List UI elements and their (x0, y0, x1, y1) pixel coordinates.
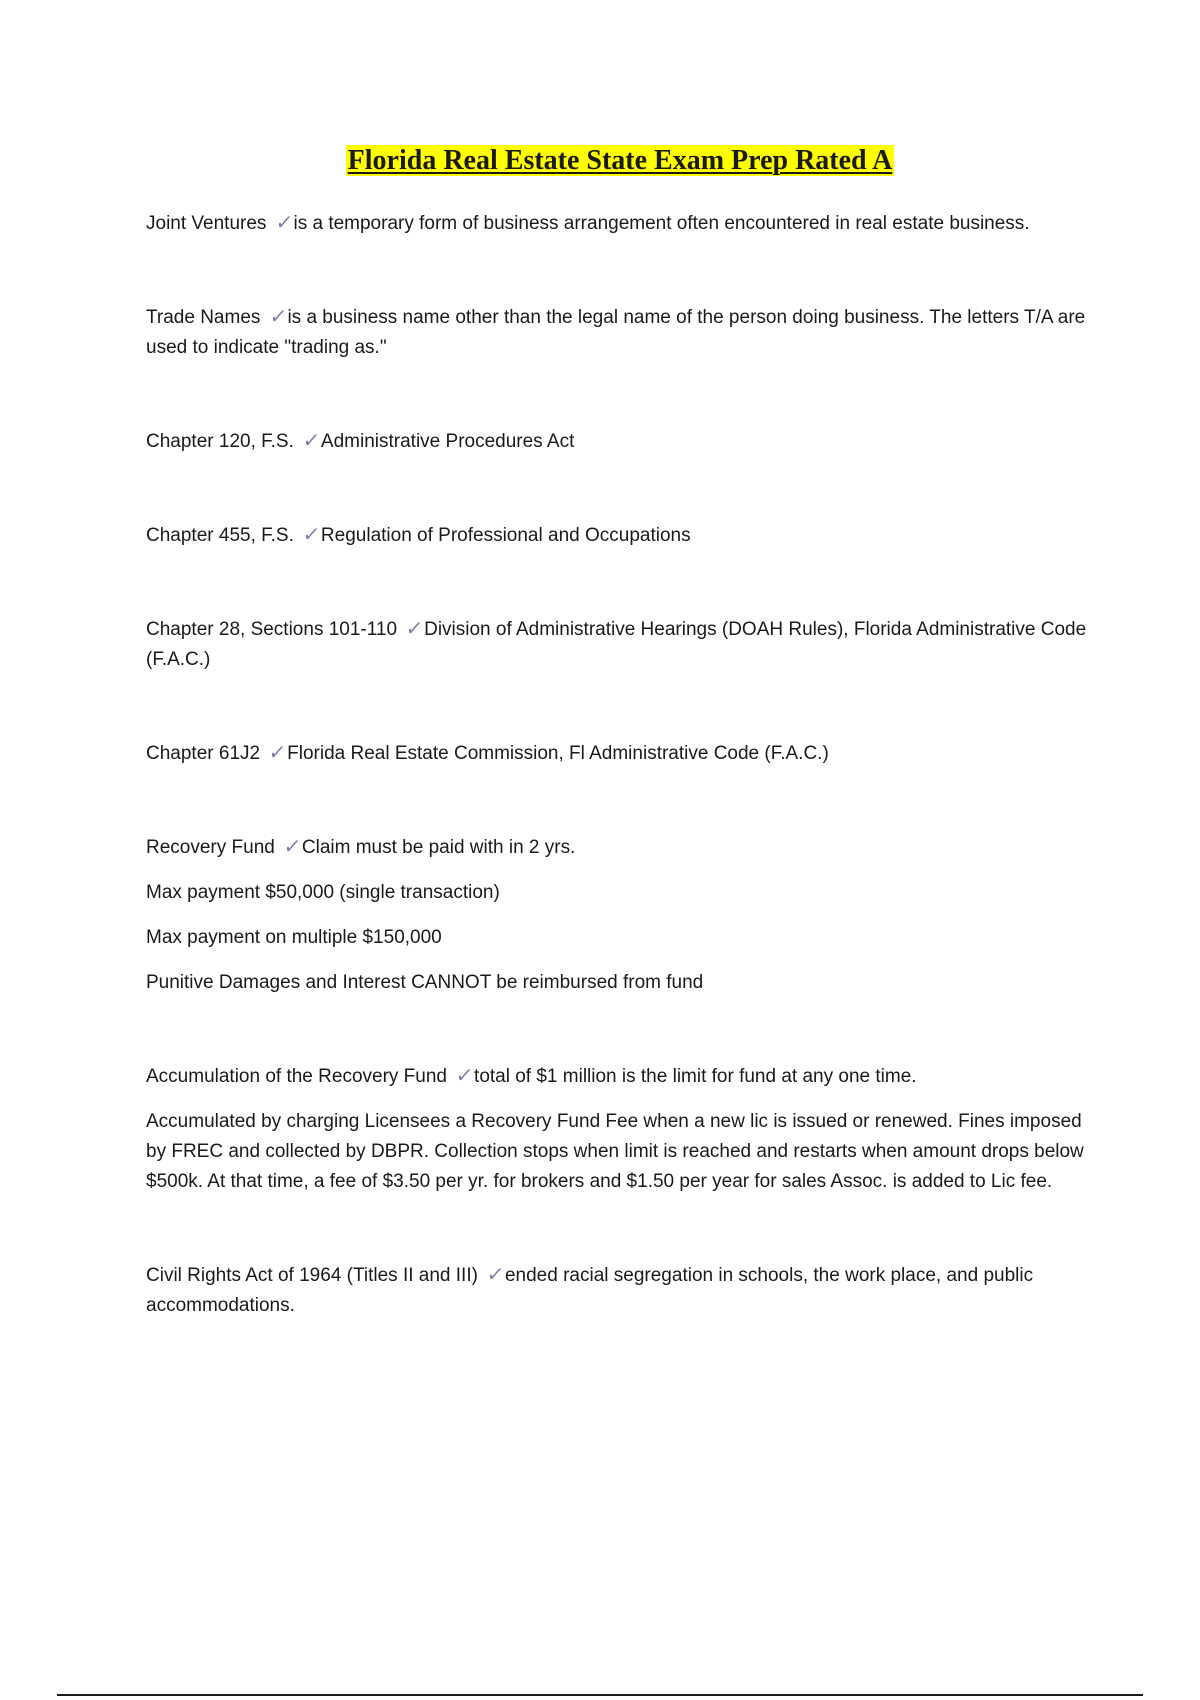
entry-extra-line: Max payment $50,000 (single transaction) (146, 882, 500, 903)
entry-line (146, 520, 1096, 551)
entry-definition: Administrative Procedures Act (320, 431, 575, 452)
footer-divider (57, 1694, 1143, 1696)
check-icon: ✓ (485, 1264, 506, 1286)
entry-line (146, 1061, 1096, 1092)
check-icon: ✓ (454, 1065, 475, 1087)
entry-chapter-28 (146, 614, 1096, 675)
entry-term: Joint Ventures (146, 213, 267, 234)
entry-term: Accumulation of the Recovery Fund (146, 1066, 447, 1087)
entry-term: Chapter 120, F.S. (146, 431, 294, 452)
check-icon: ✓ (404, 618, 425, 640)
entry-chapter-61j2 (146, 738, 1096, 769)
entry-definition: Claim must be paid with in 2 yrs. (301, 837, 576, 858)
entry-line (146, 738, 1096, 769)
entry-term: Chapter 61J2 (146, 743, 261, 764)
entry-extra-line: Accumulated by charging Licensees a Recovery Fund Fee when a new lic is issued or renewed. Fines imposed by FREC and collected by DBPR. Collection stops when limit is reached and restarts when amount drops below $500k. At that time, a fee of $3.50 per yr. for brokers and $1.50 per year for sales Assoc. is added to Lic fee. (146, 1111, 1084, 1192)
entry-definition: Division of Administrative Hearings (DOAH Rules), Florida Administrative Code (F.A.C.) (146, 619, 1087, 670)
entry-term: Chapter 28, Sections 101-110 (146, 619, 398, 640)
entry-line (146, 426, 1096, 457)
entry-extra-line: Punitive Damages and Interest CANNOT be reimbursed from fund (146, 972, 704, 993)
entry-term: Recovery Fund (146, 837, 275, 858)
check-icon: ✓ (268, 306, 288, 328)
check-icon: ✓ (301, 430, 322, 452)
entry-line (146, 832, 1096, 863)
entry-definition: is a business name other than the legal name of the person doing business. The letters T/A are used to indicate "trading as." (146, 307, 1086, 358)
entry-joint-ventures (146, 208, 1096, 239)
entry-extra-line: Max payment on multiple $150,000 (146, 927, 442, 948)
check-icon: ✓ (274, 212, 295, 234)
entry-definition: Florida Real Estate Commission, Fl Administrative Code (F.A.C.) (287, 743, 829, 764)
entry-definition: Regulation of Professional and Occupations (320, 525, 691, 546)
entry-term: Chapter 455, F.S. (146, 525, 294, 546)
entry-line (146, 614, 1096, 675)
entry-trade-names (146, 302, 1096, 363)
entry-accumulation-recovery-fund (146, 1061, 1096, 1197)
entry-line (146, 1260, 1096, 1321)
entry-chapter-455 (146, 520, 1096, 551)
entry-chapter-120 (146, 426, 1096, 457)
entry-term: Trade Names (146, 307, 261, 328)
entry-line (146, 208, 1096, 239)
check-icon: ✓ (267, 742, 288, 764)
page-title-text: Florida Real Estate State Exam Prep Rated A (347, 145, 893, 176)
page-title (0, 144, 1200, 178)
entry-definition: total of $1 million is the limit for fund at any one time. (474, 1066, 917, 1087)
check-icon: ✓ (301, 524, 322, 546)
entry-definition: is a temporary form of business arrangement often encountered in real estate business. (293, 213, 1030, 234)
document-body (146, 208, 1096, 1321)
entry-line (146, 302, 1096, 363)
check-icon: ✓ (282, 836, 303, 858)
entry-recovery-fund (146, 832, 1096, 998)
entry-term: Civil Rights Act of 1964 (Titles II and III) (146, 1265, 478, 1286)
entry-civil-rights-act (146, 1260, 1096, 1321)
entry-definition: ended racial segregation in schools, the work place, and public accommodations. (146, 1265, 1034, 1316)
